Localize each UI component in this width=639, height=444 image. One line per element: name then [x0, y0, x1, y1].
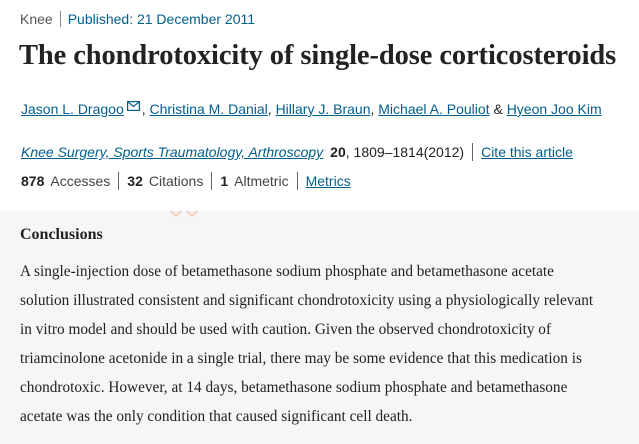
published-date: Published: 21 December 2011: [67, 11, 256, 27]
divider: [297, 172, 298, 190]
author-list: Jason L. Dragoo , Christina M. Danial , Hillary J. Braun , Michael A. Pouliot & Hyeon Joo Kim: [21, 101, 602, 117]
altmetric-count: 1: [220, 173, 229, 189]
metrics-bar: [21, 172, 351, 190]
author-link[interactable]: Jason L. Dragoo: [21, 101, 124, 117]
conclusions-text: [20, 257, 630, 431]
author-link[interactable]: Hillary J. Braun: [275, 101, 371, 117]
citations-count: 32: [127, 173, 143, 189]
text-line: A single-injection dose of betamethasone sodium phosphate and betamethasone acetate: [20, 263, 554, 280]
metrics-link[interactable]: Metrics: [305, 173, 351, 189]
article-title: The chondrotoxicity of single-dose corticosteroids: [19, 40, 617, 71]
journal-volume: 20: [330, 144, 346, 160]
conclusions-heading: Conclusions: [20, 226, 103, 243]
accesses-count: 878: [21, 173, 45, 189]
text-line: chondrotoxic. However, at 14 days, betamethasone sodium phosphate and betamethasone: [20, 379, 568, 396]
text-line: solution illustrated consistent and significant chondrotoxicity using a physiologically relevant: [20, 292, 594, 309]
accesses-label: Accesses: [50, 173, 111, 189]
article-category: Knee: [20, 11, 53, 27]
divider: [118, 172, 119, 190]
journal-link[interactable]: Knee Surgery, Sports Traumatology, Arthroscopy: [21, 144, 324, 160]
divider: [60, 11, 61, 27]
article-meta: [20, 11, 255, 27]
citations-label: Citations: [148, 173, 204, 189]
faint-artifact-icon: [170, 209, 198, 219]
author-ampersand: &: [493, 101, 503, 117]
text-line: acetate was the only condition that caused significant cell death.: [20, 408, 413, 425]
divider: [472, 143, 473, 161]
cite-article-link[interactable]: Cite this article: [481, 144, 573, 160]
author-link[interactable]: Christina M. Danial: [149, 101, 268, 117]
author-link[interactable]: Hyeon Joo Kim: [506, 101, 602, 117]
citation-line: [21, 143, 573, 161]
journal-pages: , 1809–1814(2012): [345, 144, 465, 160]
text-line: triamcinolone acetonide in a single trial, there may be some evidence that this medication is: [20, 350, 582, 367]
altmetric-label: Altmetric: [234, 173, 289, 189]
author-link[interactable]: Michael A. Pouliot: [378, 101, 490, 117]
divider: [211, 172, 212, 190]
text-line: in vitro model and should be used with caution. Given the observed chondrotoxicity of: [20, 321, 552, 338]
mail-icon[interactable]: [127, 101, 140, 111]
